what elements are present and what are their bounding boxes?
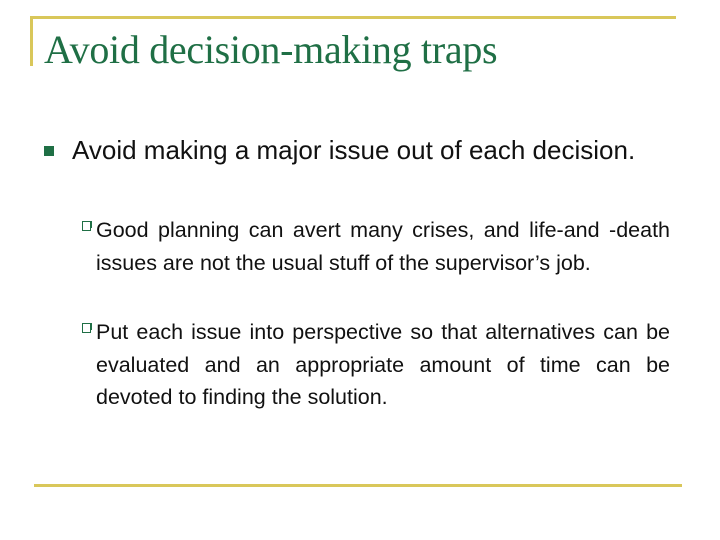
- sub-bullet-text: Put each issue into perspective so that alternatives can be evaluated and an appropriate amount of time can be devoted to finding the solution.: [96, 320, 670, 409]
- top-rule: [30, 16, 676, 19]
- hollow-square-bullet-icon: [82, 323, 91, 333]
- hollow-square-bullet-icon: [82, 221, 91, 231]
- sub-bullet-item: [82, 214, 670, 279]
- sub-bullet-item: [82, 316, 670, 414]
- main-bullet-item: [44, 134, 670, 166]
- main-bullet-text: Avoid making a major issue out of each decision.: [72, 135, 636, 165]
- slide-title: Avoid decision-making traps: [44, 27, 498, 72]
- sub-bullet-text: Good planning can avert many crises, and life-and -death issues are not the usual stuff of the supervisor’s job.: [96, 218, 670, 275]
- left-rule: [30, 16, 33, 66]
- square-bullet-icon: [44, 146, 54, 156]
- bottom-rule: [34, 484, 682, 487]
